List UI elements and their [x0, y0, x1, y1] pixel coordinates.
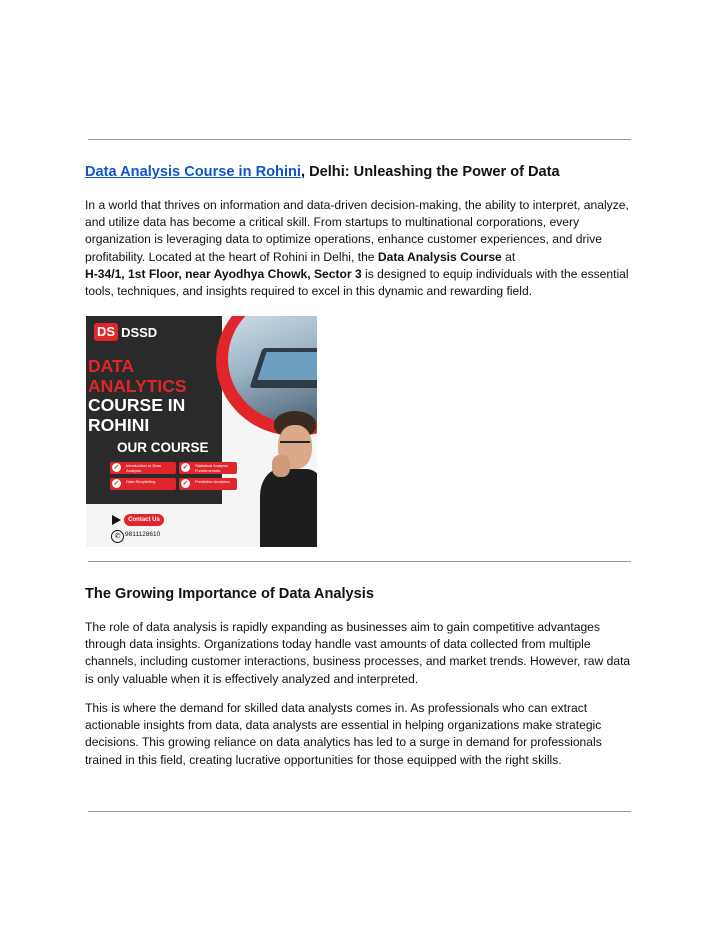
- arrow-icon: [112, 515, 121, 525]
- course-item: ✓ Data Storytelling: [110, 478, 176, 490]
- section-heading-importance: The Growing Importance of Data Analysis: [85, 586, 374, 602]
- logo-mark: DS: [94, 323, 118, 341]
- student-photo: [254, 411, 317, 547]
- divider-middle: [88, 561, 631, 562]
- check-icon: ✓: [182, 480, 189, 487]
- phone-icon: ✆: [111, 530, 124, 543]
- contact-us-badge: Contact Us: [124, 514, 164, 526]
- course-link[interactable]: Data Analysis Course in Rohini: [85, 164, 301, 180]
- importance-paragraph-1: The role of data analysis is rapidly expanding as businesses aim to gain competitive advantages through data insights. Organizations today handle vast amounts of data collected from multiple channels, including customer interactions, business processes, and market trends. However, raw data is only valuable when it is effectively analyzed and interpreted.: [85, 620, 631, 686]
- divider-top: [88, 139, 631, 140]
- section-heading-course: [85, 164, 560, 180]
- title-line-3: COURSE IN: [88, 395, 186, 415]
- course-name-bold: Data Analysis Course: [377, 249, 502, 264]
- brand-logo: [94, 322, 157, 342]
- intro-text-c: is designed to equip individuals with the essential tools, techniques, and insights required to excel in this dynamic and rewarding field.: [85, 266, 629, 299]
- course-promo-image: [86, 316, 317, 547]
- heading-rest: , Delhi: Unleashing the Power of Data: [300, 164, 560, 180]
- title-line-1: DATA: [88, 356, 135, 376]
- course-item: ✓ Statistical Analysis Fundamentals: [179, 462, 237, 474]
- intro-text-a: In a world that thrives on information and data-driven decision-making, the ability to interpret, analyze, and utilize data has become a critical skill. From startups to multinational corporations, every organization is leveraging data to optimize operations, enhance customer experiences, and drive profitability. Located at the heart of Rohini in Delhi, the: [85, 198, 629, 264]
- course-item: ✓ Predictive Analytics: [179, 478, 237, 490]
- phone-number: 9811128610: [125, 531, 161, 538]
- course-item: ✓ Introduction to Data Analysis: [110, 462, 176, 474]
- importance-paragraph-2: This is where the demand for skilled data analysts comes in. As professionals who can extract actionable insights from data, data analysts are essential in helping organizations make strategic decisions. This growing reliance on data analytics has led to a surge in demand for professionals trained in this field, creating lucrative opportunities for those equipped with the right skills.: [85, 701, 602, 767]
- divider-bottom: [88, 811, 631, 812]
- logo-name: DSSD: [121, 324, 158, 340]
- our-course-heading: OUR COURSE: [117, 440, 209, 455]
- intro-paragraph: [85, 197, 640, 300]
- promo-title: [88, 357, 187, 435]
- intro-text-b: at: [501, 249, 516, 264]
- address-bold: H-34/1, 1st Floor, near Ayodhya Chowk, Sector 3: [85, 266, 362, 281]
- check-icon: ✓: [113, 464, 120, 471]
- check-icon: ✓: [182, 464, 189, 471]
- check-icon: ✓: [113, 480, 120, 487]
- title-line-4: ROHINI: [88, 414, 150, 435]
- title-line-2: ANALYTICS: [88, 375, 187, 396]
